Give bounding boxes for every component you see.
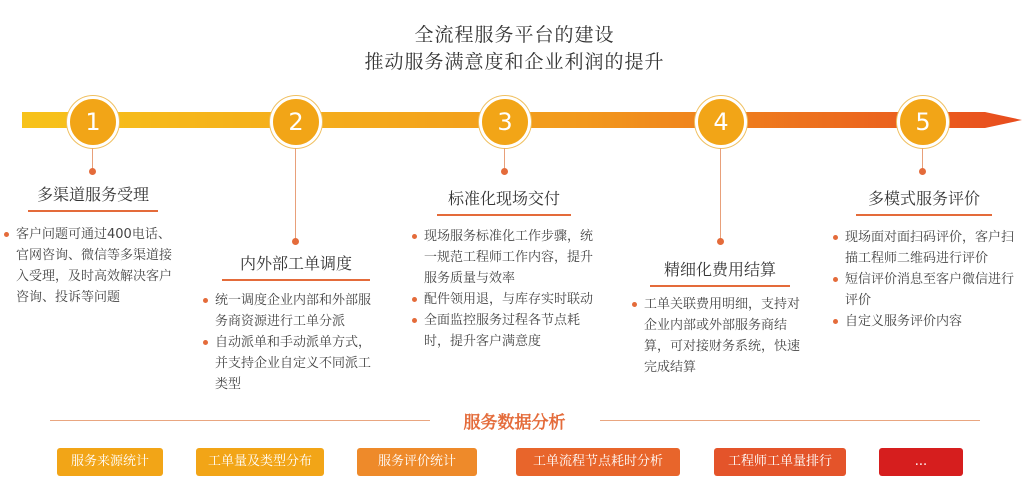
step-2-connector bbox=[295, 148, 296, 240]
title-line-2: 推动服务满意度和企业利润的提升 bbox=[364, 51, 665, 73]
step-3-title: 标准化现场交付 bbox=[437, 186, 571, 216]
step-4-bullet-1: 工单关联费用明细，支持对企业内部或外部服务商结算，可对接财务系统，快速完成结算 bbox=[632, 294, 812, 378]
step-5-bullet-3: 自定义服务评价内容 bbox=[833, 311, 1017, 332]
step-5-connector bbox=[922, 148, 923, 170]
step-2-title: 内外部工单调度 bbox=[222, 251, 370, 281]
step-4-bullets bbox=[632, 294, 812, 378]
step-4-dot bbox=[717, 238, 724, 245]
step-4-title: 精细化费用结算 bbox=[650, 257, 790, 287]
analysis-item-2: 工单量及类型分布 bbox=[196, 448, 324, 476]
step-2-bullet-2: 自动派单和手动派单方式，并支持企业自定义不同派工类型 bbox=[203, 332, 379, 395]
step-2-bullet-1: 统一调度企业内部和外部服务商资源进行工单分派 bbox=[203, 290, 379, 332]
step-4-circle: 4 bbox=[695, 96, 747, 148]
title-line-1: 全流程服务平台的建设 bbox=[414, 24, 615, 46]
step-1-bullet-1: 客户问题可通过400电话、官网咨询、微信等多渠道接入受理，及时高效解决客户咨询、投诉等问题 bbox=[4, 224, 174, 308]
step-1-title: 多渠道服务受理 bbox=[28, 182, 158, 212]
step-1-dot bbox=[89, 168, 96, 175]
step-2-dot bbox=[292, 238, 299, 245]
step-4-connector bbox=[720, 148, 721, 240]
analysis-item-3: 服务评价统计 bbox=[357, 448, 477, 476]
analysis-item-6: ... bbox=[879, 448, 963, 476]
analysis-title: 服务数据分析 bbox=[463, 413, 566, 433]
step-1-connector bbox=[92, 148, 93, 170]
step-2-bullets bbox=[203, 290, 379, 395]
step-3-bullets bbox=[412, 226, 594, 352]
step-1-bullets bbox=[4, 224, 174, 308]
step-2-circle: 2 bbox=[270, 96, 322, 148]
step-5-dot bbox=[919, 168, 926, 175]
step-3-dot bbox=[501, 168, 508, 175]
step-3-bullet-1: 现场服务标准化工作步骤，统一规范工程师工作内容，提升服务质量与效率 bbox=[412, 226, 594, 289]
step-5-bullet-1: 现场面对面扫码评价，客户扫描工程师二维码进行评价 bbox=[833, 227, 1017, 269]
step-5-bullet-2: 短信评价消息至客户微信进行评价 bbox=[833, 269, 1017, 311]
step-3-connector bbox=[504, 148, 505, 170]
step-3-bullet-2: 配件领用退，与库存实时联动 bbox=[412, 289, 594, 310]
analysis-item-4: 工单流程节点耗时分析 bbox=[516, 448, 680, 476]
analysis-item-1: 服务来源统计 bbox=[57, 448, 163, 476]
step-5-title: 多模式服务评价 bbox=[856, 186, 992, 216]
step-3-bullet-3: 全面监控服务过程各节点耗时，提升客户满意度 bbox=[412, 310, 594, 352]
step-3-circle: 3 bbox=[479, 96, 531, 148]
analysis-item-5: 工程师工单量排行 bbox=[714, 448, 846, 476]
step-5-bullets bbox=[833, 227, 1017, 332]
step-5-circle: 5 bbox=[897, 96, 949, 148]
step-1-circle: 1 bbox=[67, 96, 119, 148]
